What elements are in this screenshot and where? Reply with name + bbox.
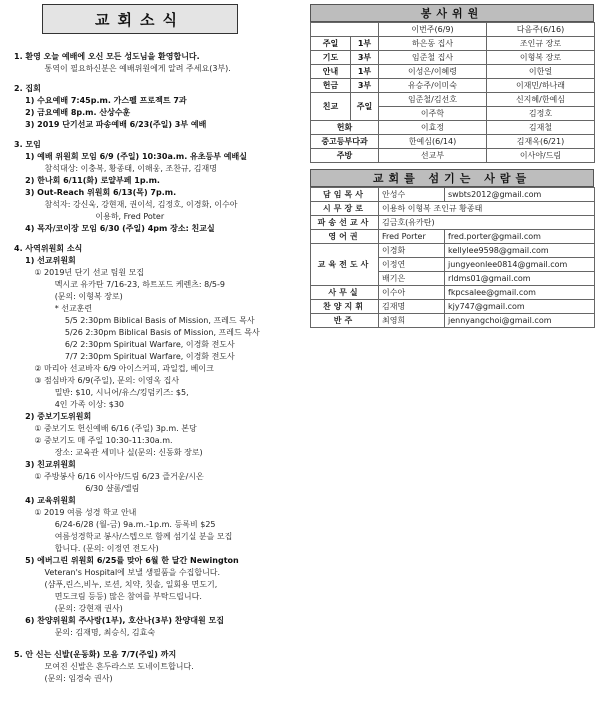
youth-snack-label: 중고등부다과: [311, 135, 379, 149]
news-line: 면도크림 등등) 많은 참여를 부탁드립니다.: [14, 592, 202, 601]
table-cell: 김재옥(6/21): [487, 135, 595, 149]
staff-name: 김재명: [379, 300, 445, 314]
staff-row: [311, 202, 595, 216]
table-cell: 이성은/이혜령: [379, 65, 487, 79]
news-line: 문의: 김재명, 최승식, 김효숙: [14, 628, 156, 637]
news-line: (문의: 임경숙 권사): [14, 674, 113, 683]
service-sub-label: 3부: [351, 51, 379, 65]
flower-label: 헌화: [311, 121, 379, 135]
news-line: 여름성경학교 봉사/스텝으로 함께 섬기실 분을 모집: [14, 532, 233, 541]
staff-row: [311, 216, 595, 230]
kitchen-label: 주방: [311, 149, 379, 163]
table-cell: 임준철/김선호: [379, 93, 487, 107]
staff-row: [311, 286, 595, 300]
news-line: 2. 집회: [14, 84, 41, 93]
news-line: 합니다. (문의: 이정연 전도사): [14, 544, 159, 553]
staff-row: [311, 244, 595, 258]
news-line: 3) Out-Reach 위원회 6/13(목) 7p.m.: [14, 188, 177, 197]
staff-email[interactable]: jungyeonlee0814@gmail.com: [445, 258, 595, 272]
table-cell: 김정호: [487, 107, 595, 121]
service-sub-label: 3부: [351, 79, 379, 93]
news-line: 2) 중보기도위원회: [14, 412, 92, 421]
table-row: [311, 51, 595, 65]
service-volunteers-title: 봉사위원: [310, 4, 594, 22]
table-row: [311, 79, 595, 93]
table-cell: 이사야/드림: [487, 149, 595, 163]
news-line: 7/7 2:30pm Spiritual Warfare, 이경화 전도사: [14, 352, 235, 361]
news-line: 5. 안 신는 신발(운동화) 모음 7/7(주일) 까지: [14, 650, 177, 659]
news-line: 6/30 샬롬/엘림: [14, 484, 140, 493]
news-line: ② 중보기도 매 주일 10:30-11:30a.m.: [14, 436, 173, 445]
news-line: (문의: 이형복 장로): [14, 292, 123, 301]
staff-name: 이용하 이형복 조인규 황종태: [379, 202, 595, 216]
week-header-next: 다음주(6/16): [487, 23, 595, 37]
staff-role: 파송선교사: [311, 216, 379, 230]
church-news-title: 교회소식: [42, 4, 238, 34]
news-line: ② 마리아 선교바자 6/9 아이스커피, 과일컵, 베이크: [14, 364, 214, 373]
news-line: (샴푸,린스,비누, 로션, 치약, 칫솔, 일회용 면도기,: [14, 580, 218, 589]
service-sub-label: 주일: [351, 93, 379, 121]
news-line: 2) 금요예배 8p.m. 산상수훈: [14, 108, 131, 117]
news-line: 멕시코 유카탄 7/16-23, 하트포드 케렌츠: 8/5-9: [14, 280, 225, 289]
staff-role: 교육전도사: [311, 244, 379, 286]
staff-role: 시무장로: [311, 202, 379, 216]
usher-label: 헌금: [311, 79, 351, 93]
staff-email[interactable]: kjy747@gmail.com: [445, 300, 595, 314]
church-news-section: [6, 4, 302, 34]
news-line: 6/2 2:30pm Spiritual Warfare, 이경화 전도사: [14, 340, 235, 349]
staff-row: [311, 188, 595, 202]
news-line: ① 2019 여름 성경 학교 안내: [14, 508, 137, 517]
news-line: 4) 목자/코이장 모임 6/30 (주일) 4pm 장소: 친교실: [14, 224, 215, 233]
staff-row: [311, 300, 595, 314]
staff-row: [311, 314, 595, 328]
table-cell: 이주학: [379, 107, 487, 121]
table-cell: 임준철 집사: [379, 51, 487, 65]
service-sub-label: 1부: [351, 65, 379, 79]
table-cell: 선교부: [379, 149, 487, 163]
prayer-label: 기도: [311, 51, 351, 65]
service-volunteers-section: [310, 4, 594, 328]
news-line: ① 주방봉사 6/16 이사야/드림 6/23 즐거운/시온: [14, 472, 204, 481]
fellowship-label: 친교: [311, 93, 351, 121]
news-line: 이용하, Fred Poter: [14, 212, 165, 221]
table-cell: 한예심(6/14): [379, 135, 487, 149]
news-line: 참석대상: 이충복, 황종태, 이해웅, 조찬규, 김재명: [14, 164, 217, 173]
staff-name: Fred Porter: [379, 230, 445, 244]
staff-email[interactable]: rldms01@gmail.com: [445, 272, 595, 286]
table-cell: 신지혜/한예심: [487, 93, 595, 107]
service-volunteers-table: [310, 22, 595, 163]
news-line: 6/24-6/28 (월-금) 9a.m.-1p.m. 등록비 $25: [14, 520, 216, 529]
table-row: [311, 93, 595, 107]
staff-role: 사무실: [311, 286, 379, 300]
news-line: (문의: 강현재 권사): [14, 604, 123, 613]
news-line: 통역이 필요하신분은 예배위원에게 알려 주세요(3부).: [14, 64, 231, 73]
news-line: 1) 예배 위원회 모임 6/9 (주일) 10:30a.m. 유초등부 예배실: [14, 152, 247, 161]
news-line: * 선교훈련: [14, 304, 93, 313]
table-cell: 유승주/이미숙: [379, 79, 487, 93]
news-line: 5/26 2:30pm Biblical Basis of Mission, 프레드 목사: [14, 328, 260, 337]
news-line: 2) 한나회 6/11(화) 로얄부페 1p.m.: [14, 176, 160, 185]
news-line: 4. 사역위원회 소식: [14, 244, 83, 253]
usher-label: 안내: [311, 65, 351, 79]
news-line: ① 중보기도 헌신예배 6/16 (주일) 3p.m. 본당: [14, 424, 197, 433]
news-line: Veteran's Hospital에 보낼 생필품을 수집합니다.: [14, 568, 221, 577]
table-row: [311, 135, 595, 149]
news-line: 6) 찬양위원회 주사랑(1부), 호산나(3부) 찬양대원 모집: [14, 616, 224, 625]
staff-name: 배기은: [379, 272, 445, 286]
staff-email[interactable]: swbts2012@gmail.com: [445, 188, 595, 202]
news-line: 4) 교육위원회: [14, 496, 76, 505]
staff-name: 이경화: [379, 244, 445, 258]
news-line: 참석자: 강신욱, 강현재, 권이석, 김정호, 이경화, 이수아: [14, 200, 238, 209]
news-line: ① 2019년 단기 선교 팀원 모집: [14, 268, 145, 277]
news-line: ③ 점심바자 6/9(주일), 문의: 이영옥 집사: [14, 376, 180, 385]
staff-role: 영어권: [311, 230, 379, 244]
staff-email[interactable]: fkpcsalee@gmail.com: [445, 286, 595, 300]
table-cell: 하은동 집사: [379, 37, 487, 51]
table-cell: 김재철: [487, 121, 595, 135]
staff-title: 교회를 섬기는 사람들: [310, 169, 594, 187]
staff-email[interactable]: fred.porter@gmail.com: [445, 230, 595, 244]
staff-name: 김금호(유카탄): [379, 216, 595, 230]
prayer-label: 주일: [311, 37, 351, 51]
staff-role: 반주: [311, 314, 379, 328]
table-cell: 이한얼: [487, 65, 595, 79]
news-line: 모여진 신발은 흔두라스로 도네이트합니다.: [14, 662, 194, 671]
table-cell: 이효정: [379, 121, 487, 135]
staff-row: [311, 230, 595, 244]
staff-email[interactable]: jennyangchoi@gmail.com: [445, 314, 595, 328]
news-line: 1. 환영 오늘 예배에 오신 모든 성도님을 환영합니다.: [14, 52, 200, 61]
news-line: 5) 에버그린 위원회 6/25를 맞아 6월 한 달간 Newington: [14, 556, 239, 565]
table-row: [311, 37, 595, 51]
news-line: 1) 수요예배 7:45p.m. 가스펠 프로젝트 7과: [14, 96, 187, 105]
service-sub-label: 1부: [351, 37, 379, 51]
news-line: 3. 모임: [14, 140, 41, 149]
table-cell: 이형복 장로: [487, 51, 595, 65]
staff-name: 최영희: [379, 314, 445, 328]
news-line: 3) 친교위원회: [14, 460, 76, 469]
staff-role: 찬양지휘: [311, 300, 379, 314]
news-line: 3) 2019 단기선교 파송예배 6/23(주일) 3부 예배: [14, 120, 207, 129]
table-row: [311, 23, 595, 37]
news-line: 장소: 교육관 세미나 실(문의: 신동화 장로): [14, 448, 203, 457]
news-line: 1) 선교위원회: [14, 256, 76, 265]
staff-name: 이수아: [379, 286, 445, 300]
week-header-this: 이번주(6/9): [379, 23, 487, 37]
table-row: [311, 121, 595, 135]
staff-name: 안성수: [379, 188, 445, 202]
news-line: 밀반: $10, 시니어/유스/킹덤키즈: $5,: [14, 388, 189, 397]
table-row: [311, 65, 595, 79]
table-row: [311, 149, 595, 163]
staff-name: 이정연: [379, 258, 445, 272]
staff-role: 담임목사: [311, 188, 379, 202]
table-cell: 조인규 장로: [487, 37, 595, 51]
staff-table: [310, 187, 595, 328]
news-line: 5/5 2:30pm Biblical Basis of Mission, 프레드 목사: [14, 316, 255, 325]
table-cell: 이재민/하나래: [487, 79, 595, 93]
staff-email[interactable]: kellylee9598@gmail.com: [445, 244, 595, 258]
news-line: 4인 가족 이상: $30: [14, 400, 125, 409]
